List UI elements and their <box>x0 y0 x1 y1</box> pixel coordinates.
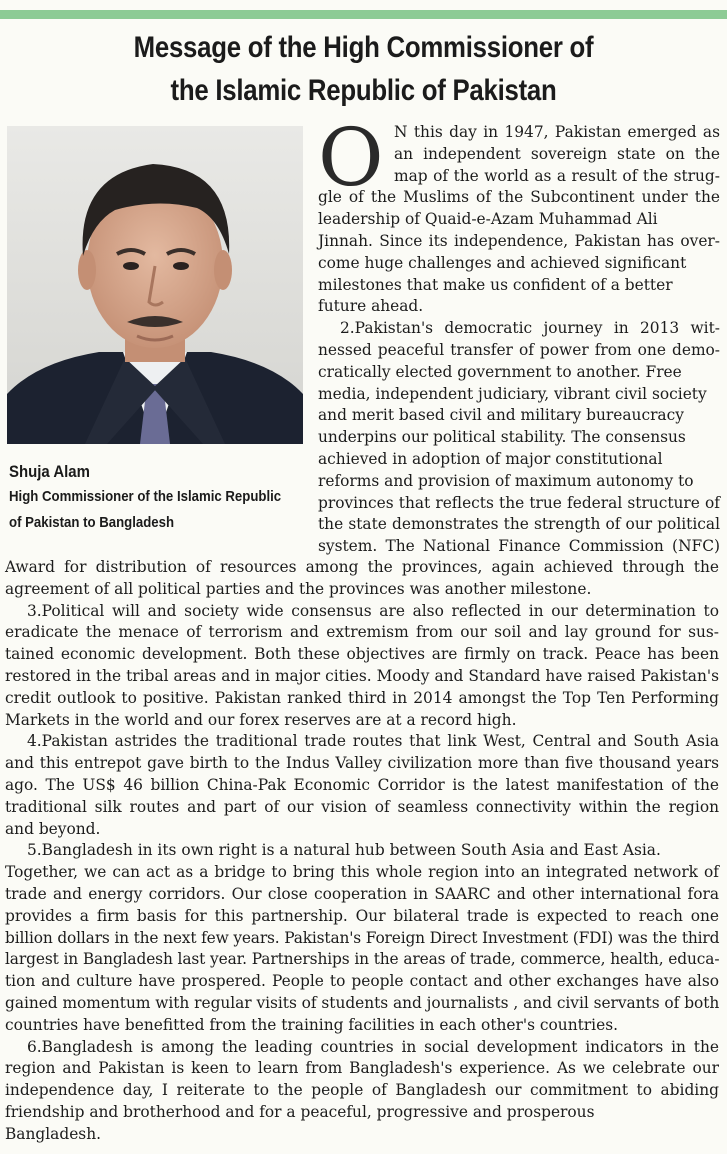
body-line: media, independent judiciary, vibrant civil society <box>318 384 707 403</box>
caption-name: Shuja Alam <box>9 462 90 481</box>
body-line: Markets in the world and our forex reserves are at a record high. <box>5 710 517 729</box>
body-line: N this day in 1947, Pakistan emerged as <box>394 123 720 141</box>
body-line: and beyond. <box>5 819 101 838</box>
body-line: credit outlook to positive. Pakistan ranked third in 2014 amongst the Top Ten Performing <box>5 688 719 707</box>
body-line: friendship and brotherhood and for a peaceful, progressive and prosperous <box>5 1102 595 1121</box>
body-line: largest in Bangladesh last year. Partnerships in the areas of trade, commerce, health, educa- <box>5 950 720 969</box>
body-line: tained economic development. Both these objectives are firmly on track. Peace has been <box>5 645 719 664</box>
portrait-illustration <box>7 126 303 444</box>
body-line: future ahead. <box>318 297 424 316</box>
body-line: and this entrepot gave birth to the Indus Valley civilization more than five thousand years <box>5 754 719 773</box>
body-line: underpins our political stability. The consensus <box>318 428 686 447</box>
drop-cap: O <box>318 111 384 204</box>
body-line: billion dollars in the next few years. Pakistan's Foreign Direct Investment (FDI) was the third <box>5 928 720 947</box>
portrait-photo <box>7 126 303 444</box>
body-line: independence day, I reiterate to the people of Bangladesh our commitment to abiding <box>5 1081 719 1100</box>
body-line: and merit based civil and military bureaucracy <box>318 406 684 425</box>
body-line: map of the world as a result of the strug- <box>394 166 720 185</box>
body-line: agreement of all political parties and the provinces was another milestone. <box>5 579 592 598</box>
body-line: countries have benefitted from the training facilities in each other's countries. <box>5 1015 618 1034</box>
body-line: Jinnah. Since its independence, Pakistan has over- <box>318 231 720 250</box>
body-line: system. The National Finance Commission (NFC) <box>318 537 720 556</box>
body-line: trade and energy corridors. Our close cooperation in SAARC and other international fora <box>5 884 719 903</box>
body-line: region and Pakistan is keen to learn from Bangladesh's experience. As we celebrate our <box>5 1059 719 1078</box>
body-line: 6.Bangladesh is among the leading countries in social development indicators in the <box>27 1037 719 1056</box>
body-line: leadership of Quaid-e-Azam Muhammad Ali <box>318 210 658 229</box>
headline-line-1: Message of the High Commissioner of <box>133 31 594 64</box>
body-line: ago. The US$ 46 billion China-Pak Economic Corridor is the latest manifestation of the <box>5 775 719 794</box>
body-line: restored in the tribal areas and in major cities. Moody and Standard have raised Pakistan's <box>5 666 719 685</box>
accent-bar <box>0 10 727 19</box>
body-line: traditional silk routes and part of our vision of seamless connectivity within the region <box>5 797 719 816</box>
article-headline <box>51 26 676 112</box>
headline-line-2: the Islamic Republic of Pakistan <box>170 74 557 107</box>
body-line: Together, we can act as a bridge to bring this whole region into an integrated network of <box>5 863 719 882</box>
body-line: gained momentum with regular visits of students and journalists , and civil servants of both <box>5 993 720 1012</box>
caption-title-line-2: of Pakistan to Bangladesh <box>9 514 175 531</box>
body-line: cratically elected government to another. Free <box>318 362 682 381</box>
body-line: the state demonstrates the strength of our political <box>318 515 720 534</box>
body-line: reforms and provision of maximum autonomy to <box>318 471 694 490</box>
body-line: milestones that make us confident of a better <box>318 275 673 294</box>
body-line: tion and culture have prospered. People to people contact and other exchanges have also <box>5 972 719 991</box>
body-line: provides a firm basis for this partnership. Our bilateral trade is expected to reach one <box>5 906 719 925</box>
article-bottom-block <box>5 557 719 1146</box>
body-line: come huge challenges and achieved significant <box>318 253 687 272</box>
body-line: eradicate the menace of terrorism and extremism from our soil and lay ground for sus- <box>5 623 719 642</box>
body-line: achieved in adoption of major constitutional <box>318 449 663 468</box>
body-line: 2.Pakistan's democratic journey in 2013 wit- <box>340 319 720 338</box>
body-line: Bangladesh. <box>5 1124 102 1143</box>
body-line: gle of the Muslims of the Subcontinent under the <box>318 188 720 207</box>
body-line: 3.Political will and society wide consensus are also reflected in our determination to <box>27 601 719 620</box>
body-line: 4.Pakistan astrides the traditional trade routes that link West, Central and South Asia <box>27 732 719 751</box>
article-right-column <box>318 111 720 558</box>
body-line: Award for distribution of resources among the provinces, again achieved through the <box>5 558 719 576</box>
body-line: 5.Bangladesh in its own right is a natural hub between South Asia and East Asia. <box>27 841 661 860</box>
body-line: provinces that reflects the true federal structure of <box>318 493 720 512</box>
photo-caption <box>9 460 309 536</box>
caption-title-line-1: High Commissioner of the Islamic Republic <box>9 488 282 505</box>
body-line: an independent sovereign state on the <box>394 144 720 163</box>
body-line: nessed peaceful transfer of power from one demo- <box>318 340 720 359</box>
